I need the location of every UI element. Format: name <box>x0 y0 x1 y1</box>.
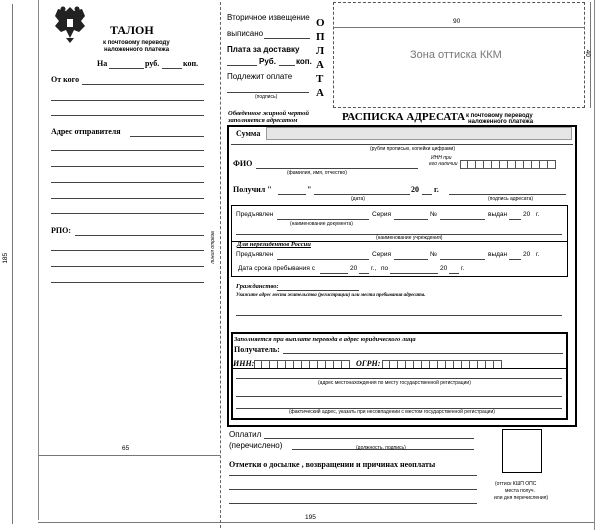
fio-hint: (фамилия, имя, отчество) <box>287 170 347 176</box>
width-dim-label: 195 <box>305 514 316 521</box>
addressee-sign-line[interactable] <box>449 194 566 195</box>
fee-kop: коп. <box>296 57 312 66</box>
sum-hint: (рубли прописью, копейки цифрами) <box>370 146 455 152</box>
height-dim-label: 185 <box>2 252 10 264</box>
kkm-width-dim-line <box>333 27 585 28</box>
from-line[interactable] <box>82 84 204 85</box>
citizenship-label: Гражданство: <box>236 283 279 290</box>
addressee-sign-hint: (подпись адресата) <box>488 196 534 202</box>
recipient-label: Получатель: <box>234 345 280 354</box>
doc-hint: (наименование документа) <box>290 221 353 227</box>
inn-hint-2: его наличии <box>429 161 458 167</box>
outline-note-2: заполняется адресатом <box>228 117 298 124</box>
talon-subtitle-1: к почтовому переводу <box>103 40 170 46</box>
date-hint: (дата) <box>351 196 365 202</box>
sum-field[interactable] <box>266 127 572 140</box>
talon-amount-kop: коп. <box>183 59 199 68</box>
receipt-subtitle-1: к почтовому переводу <box>466 113 533 119</box>
kkm-zone-label: Зона оттиска ККМ <box>410 49 502 61</box>
height-dim-line <box>12 4 13 524</box>
sender-address-label: Адрес отправителя <box>51 127 121 136</box>
kkm-height-label: 40 <box>583 49 591 57</box>
inn-cells[interactable] <box>460 156 556 174</box>
receipt-subtitle-2: наложенного платежа <box>468 119 534 125</box>
marks-label: Отметки о досылке , возвращении и причинах неоплаты <box>229 460 436 469</box>
stay-date-label: Дата срока пребывания с <box>238 265 315 272</box>
ogrn-label: ОГРН: <box>356 359 381 368</box>
legal-note: Заполняется при выплате перевода в адрес юридического лица <box>234 336 416 343</box>
stamp-hint-3: или дня перечисления) <box>494 495 549 501</box>
residence-note: Укажите адрес места жительства (регистрации) или места пребывания адресата. <box>236 293 426 298</box>
payable-label: Подлежит оплате <box>227 72 293 81</box>
cut-line-label: линия отреза <box>209 231 216 264</box>
actual-address-hint: (фактический адрес, указать при несовпадении с местом государственной регистрации) <box>289 409 495 415</box>
notice-line-1: Вторичное извещение <box>227 13 310 22</box>
width-dim-line <box>38 522 594 523</box>
legal-inn-cells[interactable] <box>254 356 350 374</box>
inn-label: ИНН: <box>233 359 255 368</box>
ogrn-cells[interactable] <box>382 356 502 374</box>
right-border <box>594 0 595 530</box>
notice-line-2: выписано <box>227 29 264 38</box>
fio-line[interactable] <box>256 168 418 169</box>
payable-signature-hint: (подпись) <box>255 94 278 100</box>
receipt-title: РАСПИСКА АДРЕСАТА <box>342 111 466 123</box>
org-hint: (наименование учреждения) <box>376 235 443 241</box>
stamp-box[interactable] <box>502 429 542 473</box>
received-label: Получил " <box>233 185 272 194</box>
fio-label: ФИО <box>233 159 253 168</box>
nonres-label: Для нерезидентов России <box>237 241 311 248</box>
paid-label: Оплатил <box>229 430 262 439</box>
cut-line <box>220 2 221 528</box>
talon-from-label: От кого <box>51 75 80 84</box>
outline-note-1: Обведенное жирной чертой <box>228 110 310 117</box>
rpo-label: РПО: <box>51 226 71 235</box>
rpo-line[interactable] <box>75 235 204 236</box>
coat-of-arms-icon <box>52 4 88 44</box>
fee-rub: Руб. <box>259 57 276 66</box>
talon-amount-na: На <box>97 59 108 68</box>
sum-label: Сумма <box>236 129 261 138</box>
talon-amount-rub: руб. <box>145 59 160 68</box>
presented-label: Предъявлен <box>236 211 274 218</box>
fee-label: Плата за доставку <box>227 45 300 54</box>
talon-subtitle-2: наложенного платежа <box>104 47 170 53</box>
talon-title: ТАЛОН <box>110 23 154 37</box>
legal-entity-section <box>231 332 568 420</box>
inn-hint-1: ИНН при <box>431 155 452 161</box>
stamp-hint-2: места получ. <box>505 488 535 494</box>
left-border <box>38 0 39 520</box>
paid-sub-label: (перечислено) <box>229 441 283 450</box>
left-width-dim-line <box>38 455 220 456</box>
position-hint: (должность, подпись) <box>356 445 406 451</box>
left-width-dim-label: 65 <box>122 445 130 452</box>
kkm-width-label: 90 <box>453 18 461 25</box>
stamp-hint-1: (оттиск КШП ОПС <box>495 481 537 487</box>
location-hint: (адрес местонахождения по месту государственной регистрации) <box>318 380 471 386</box>
year-20: 20 <box>523 211 531 218</box>
